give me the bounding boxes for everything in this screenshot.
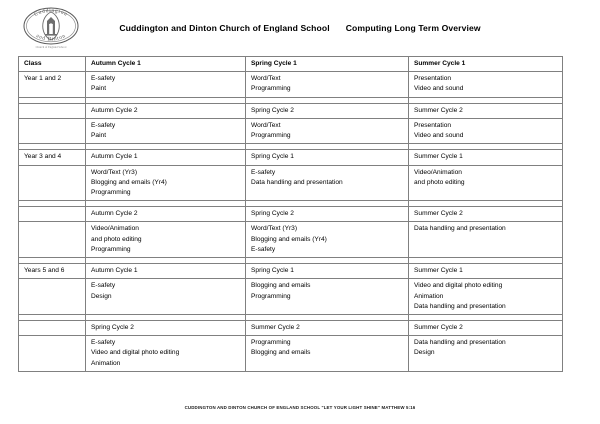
topic-line: Animation [414,292,444,300]
topic-line: Programming [251,292,291,300]
page-footer: CUDDINGTON AND DINTON CHURCH OF ENGLAND SCHOOL "LET YOUR LIGHT SHINE" MATTHEW 5:16 [184,405,416,410]
page-header [0,0,600,52]
topic-line: Design [414,349,435,357]
topic-cell [409,118,563,143]
class-label-spacer [19,279,86,315]
topic-cell [86,222,246,258]
topic-cell [246,336,409,372]
table-header-row [19,57,563,72]
table-row [19,72,563,97]
topic-line: Programming [91,245,131,253]
table-row [19,165,563,201]
topic-line: Word/Text (Yr3) [251,225,298,233]
table-row [19,118,563,143]
topic-line: E-safety [251,168,276,176]
cycle-header-row [19,150,563,165]
topic-cell [86,118,246,143]
topic-cell [86,336,246,372]
cycle-header-cell: Summer Cycle 2 [409,207,563,222]
cycle-header-cell: Spring Cycle 1 [246,150,409,165]
cycle-header-cell: Spring Cycle 1 [246,264,409,279]
topic-line: Programming [91,188,131,196]
topic-line: Programming [251,85,291,93]
topic-line: Data handling and presentation [414,302,506,310]
class-label-spacer [19,336,86,372]
class-label-cell: Year 1 and 2 [19,72,86,97]
class-label-spacer [19,118,86,143]
cycle-header-cell: Spring Cycle 2 [246,103,409,118]
topic-cell [246,118,409,143]
topic-cell [86,279,246,315]
cycle-header-cell: Summer Cycle 1 [409,150,563,165]
topic-line: Design [91,292,112,300]
topic-line: E-safety [91,121,116,129]
class-label-cell: Years 5 and 6 [19,264,86,279]
cycle-header-cell: Autumn Cycle 1 [86,264,246,279]
class-label-spacer [19,222,86,258]
cycle-header-row [19,103,563,118]
topic-line: E-safety [251,245,276,253]
topic-line: Video and sound [414,132,464,140]
document-subtitle: Computing Long Term Overview [345,23,481,33]
topic-line: E-safety [91,339,116,347]
column-header-class: Class [19,57,86,72]
column-header-term: Autumn Cycle 1 [86,57,246,72]
cycle-header-row [19,207,563,222]
topic-line: Programming [251,132,291,140]
topic-cell [409,279,563,315]
cycle-header-cell: Autumn Cycle 2 [86,207,246,222]
topic-line: E-safety [91,282,116,290]
topic-cell [409,336,563,372]
cycle-header-row [19,264,563,279]
topic-line: Data handling and presentation [251,178,343,186]
class-label-spacer [19,165,86,201]
table-row [19,222,563,258]
topic-cell [246,222,409,258]
topic-line: E-safety [91,75,116,83]
topic-line: Animation [91,359,121,367]
topic-cell [409,222,563,258]
cycle-header-cell: Spring Cycle 2 [246,207,409,222]
topic-line: Word/Text [251,121,281,129]
class-label-spacer [19,207,86,222]
topic-cell [86,72,246,97]
topic-line: Blogging and emails (Yr4) [91,178,167,186]
topic-line: Video and digital photo editing [91,349,180,357]
cycle-header-cell: Autumn Cycle 1 [86,150,246,165]
topic-line: Presentation [414,121,452,129]
cycle-header-cell: Summer Cycle 2 [409,320,563,335]
topic-line: and photo editing [414,178,465,186]
cycle-header-cell: Summer Cycle 2 [246,320,409,335]
topic-line: Video/Animation [91,225,139,233]
class-label-spacer [19,103,86,118]
class-label-cell: Year 3 and 4 [19,150,86,165]
cycle-header-cell: Autumn Cycle 2 [86,103,246,118]
svg-text:and Dinton: and Dinton [35,33,67,43]
topic-cell [246,279,409,315]
topic-line: Word/Text [251,75,281,83]
svg-text:Cuddington: Cuddington [33,7,69,18]
topic-line: and photo editing [91,235,142,243]
topic-line: Blogging and emails [251,349,311,357]
topic-line: Blogging and emails [251,282,311,290]
computing-overview-table [18,56,563,372]
topic-line: Data handling and presentation [414,339,506,347]
topic-line: Video and digital photo editing [414,282,503,290]
topic-line: Data handling and presentation [414,225,506,233]
cycle-header-cell: Summer Cycle 1 [409,264,563,279]
topic-cell [246,72,409,97]
page-title [0,23,600,33]
topic-line: Paint [91,132,107,140]
class-label-spacer [19,320,86,335]
topic-line: Word/Text (Yr3) [91,168,138,176]
topic-line: Presentation [414,75,452,83]
topic-line: Paint [91,85,107,93]
school-name: Cuddington and Dinton Church of England School [119,23,330,33]
table-row [19,336,563,372]
column-header-term: Summer Cycle 1 [409,57,563,72]
topic-cell [409,72,563,97]
topic-line: Programming [251,339,291,347]
topic-line: Blogging and emails (Yr4) [251,235,327,243]
topic-cell [409,165,563,201]
topic-cell [86,165,246,201]
cycle-header-cell: Summer Cycle 2 [409,103,563,118]
topic-line: Video/Animation [414,168,462,176]
svg-text:Church of England School: Church of England School [35,45,67,49]
cycle-header-cell: Spring Cycle 2 [86,320,246,335]
topic-cell [246,165,409,201]
table-row [19,279,563,315]
cycle-header-row [19,320,563,335]
topic-line: Video and sound [414,85,464,93]
column-header-term: Spring Cycle 1 [246,57,409,72]
